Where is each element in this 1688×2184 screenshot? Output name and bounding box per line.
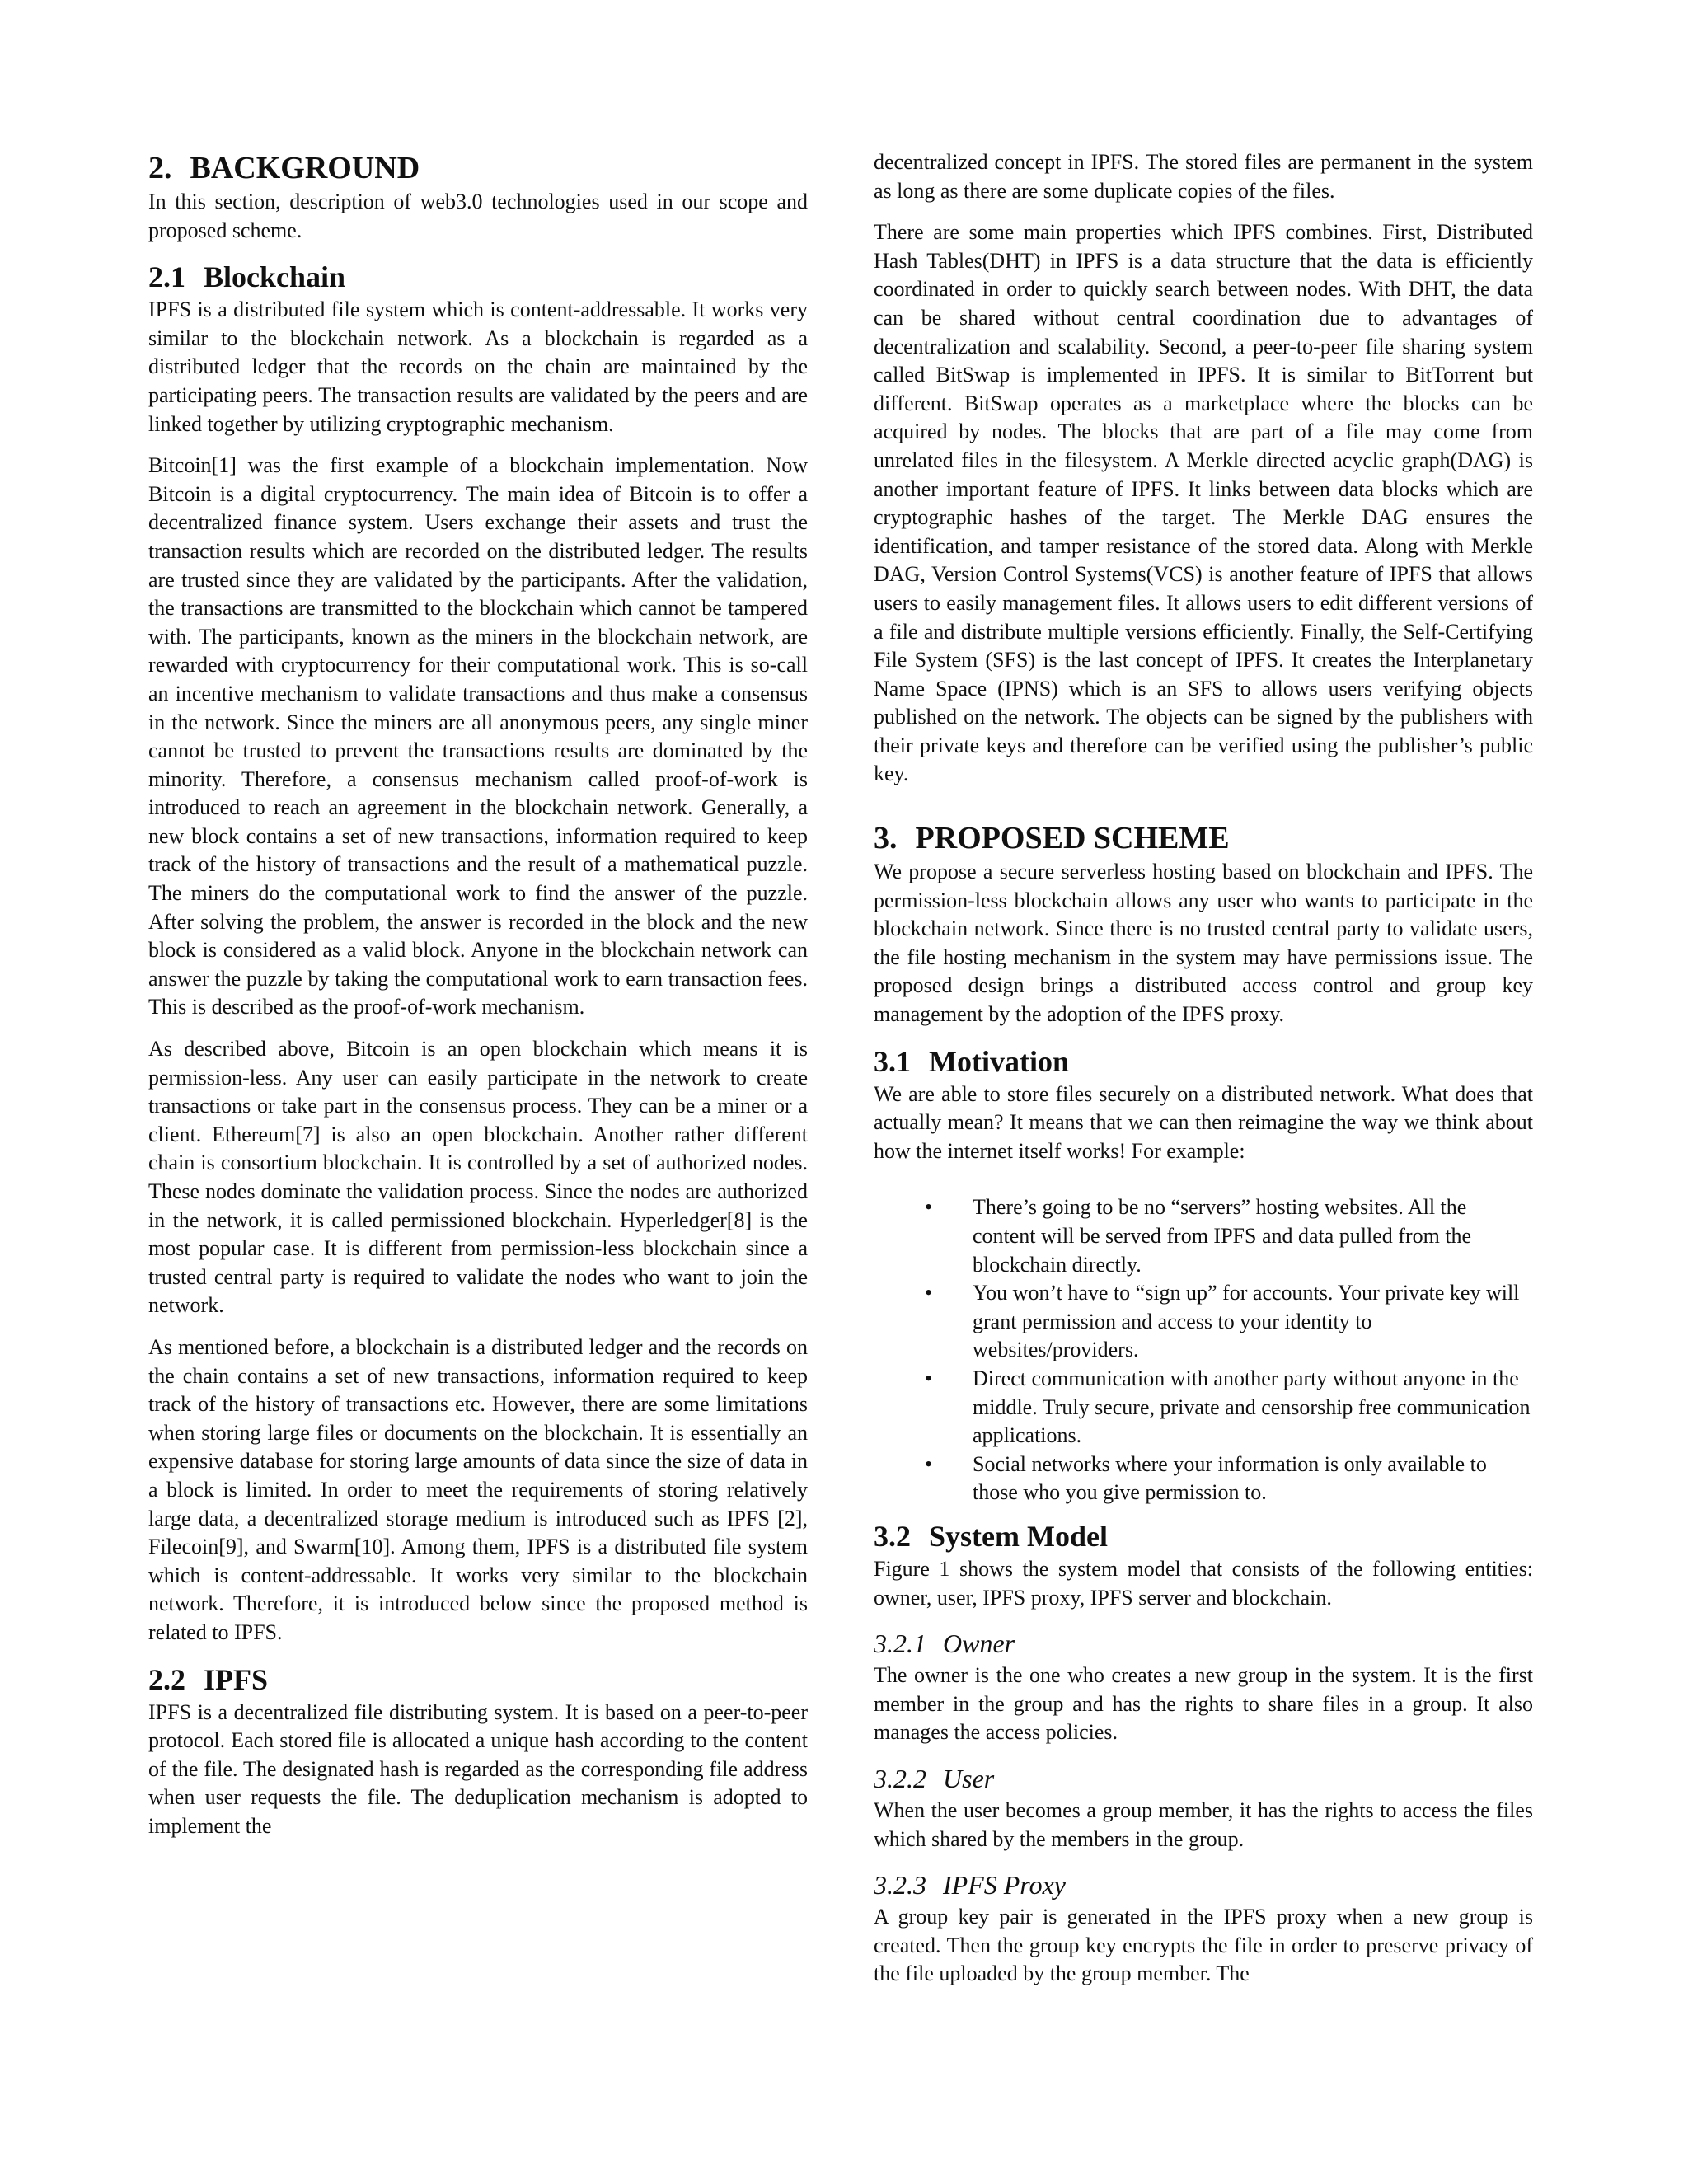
subsection-title: Motivation	[929, 1044, 1069, 1078]
section-number: 2.	[148, 151, 172, 185]
section-heading-proposed-scheme	[874, 818, 1533, 858]
subsection-number: 2.1	[148, 260, 185, 294]
list-item	[874, 1193, 1533, 1279]
list-item	[874, 1279, 1533, 1365]
subsection-title: System Model	[929, 1519, 1108, 1553]
list-item-text: There’s going to be no “servers” hosting websites. All the content will be served from IPFS and data pulled from the blockchain directly.	[973, 1195, 1472, 1277]
subsection-title: Blockchain	[204, 260, 346, 294]
list-item-text: Social networks where your information is only available to those who you give permission to.	[973, 1451, 1487, 1505]
background-intro-paragraph: In this section, description of web3.0 technologies used in our scope and proposed scheme.	[148, 190, 808, 242]
bullet-glyph: •	[925, 1451, 933, 1476]
motivation-paragraph: We are able to store files securely on a distributed network. What does that actually mean? It means that we can then reimagine the way we think about how the internet itself works! For example:	[874, 1081, 1533, 1163]
bullet-glyph: •	[925, 1195, 933, 1220]
blockchain-paragraph-1: IPFS is a distributed file system which is content-addressable. It works very similar to the blockchain network. As a blockchain is regarded as a distributed ledger that the records on the chain are maintained by the participating peers. The transaction results are validated by the peers and are linked together by utilizing cryptographic mechanism.	[148, 298, 808, 436]
bullet-glyph: •	[925, 1366, 933, 1390]
section-title: PROPOSED SCHEME	[915, 821, 1230, 856]
right-column	[874, 148, 1533, 1989]
subsubsection-heading-user	[874, 1760, 1533, 1797]
section-title: BACKGROUND	[190, 151, 420, 185]
list-item-text: You won’t have to “sign up” for accounts. Your private key will grant permission and access to your identity to websites/providers.	[973, 1281, 1520, 1362]
ipfs-paragraph-1: IPFS is a decentralized file distributing system. It is based on a peer-to-peer protocol. Each stored file is allocated a unique hash according to the content of the file. The designated hash is regarded as the corresponding file address when user requests the file. The deduplication mechanism is adopted to implement the	[148, 1699, 808, 1838]
list-item-text: Direct communication with another party without anyone in the middle. Truly secure, private and censorship free communication applications.	[973, 1366, 1531, 1448]
list-item	[874, 1365, 1533, 1451]
subsection-number: 2.2	[148, 1662, 185, 1696]
subsubsection-title: Owner	[943, 1629, 1015, 1659]
ipfs-paragraph-continued: decentralized concept in IPFS. The stored files are permanent in the system as long as there are some duplicate copies of the files.	[874, 150, 1533, 203]
subsection-number: 3.2	[874, 1519, 911, 1553]
bullet-glyph: •	[925, 1281, 933, 1305]
subsubsection-heading-ipfs-proxy	[874, 1867, 1533, 1903]
subsubsection-title: IPFS Proxy	[943, 1870, 1066, 1900]
subsection-heading-blockchain	[148, 258, 808, 296]
user-paragraph: When the user becomes a group member, it has the rights to access the files which shared by the members in the group.	[874, 1797, 1533, 1851]
subsection-title: IPFS	[204, 1662, 269, 1696]
blockchain-paragraph-3: As described above, Bitcoin is an open blockchain which means it is permission-less. Any user can easily participate in the network to create transactions or take part in the consensus process. They can be a miner or a client. Ethereum[7] is also an open blockchain. Another rather different chain is consortium blockchain. It is controlled by a set of authorized nodes. These nodes dominate the validation process. Since the nodes are authorized in the network, it is called permissioned blockchain. Hyperledger[8] is the most popular case. It is different from permission-less blockchain since a trusted central party is required to validate the nodes who want to join the network.	[148, 1037, 808, 1318]
subsubsection-heading-owner	[874, 1625, 1533, 1661]
subsection-heading-motivation	[874, 1043, 1533, 1080]
section-heading-background	[148, 148, 808, 188]
subsubsection-number: 3.2.2	[874, 1763, 926, 1793]
subsubsection-number: 3.2.1	[874, 1629, 926, 1659]
system-model-paragraph: Figure 1 shows the system model that consists of the following entities: owner, user, IPFS proxy, IPFS server and blockchain.	[874, 1556, 1533, 1610]
subsubsection-title: User	[943, 1763, 995, 1793]
blockchain-paragraph-4: As mentioned before, a blockchain is a distributed ledger and the records on the chain contains a set of new transactions, information required to keep track of the history of transactions etc. However, there are some limitations when storing large files or documents on the blockchain. It is essentially an expensive database for storing large amounts of data since the size of data in a block is limited. In order to meet the requirements of storing relatively large data, a decentralized storage medium is introduced such as IPFS [2], Filecoin[9], and Swarm[10]. Among them, IPFS is a distributed file system which is content-addressable. It works very similar to the blockchain network. Therefore, it is introduced below since the proposed method is related to IPFS.	[148, 1334, 808, 1644]
left-column	[148, 148, 808, 1840]
list-item	[874, 1451, 1533, 1507]
section-number: 3.	[874, 821, 898, 856]
ipfs-proxy-paragraph: A group key pair is generated in the IPFS proxy when a new group is created. Then the group key encrypts the file in order to preserve privacy of the file uploaded by the group member. The	[874, 1905, 1533, 1986]
proposed-scheme-paragraph: We propose a secure serverless hosting based on blockchain and IPFS. The permission-less blockchain allows any user who wants to participate in the blockchain network. Since there is no trusted central party to validate users, the file hosting mechanism in the system may have permissions issue. The proposed design brings a distributed access control and group key management by the adoption of the IPFS proxy.	[874, 860, 1533, 1027]
subsection-heading-system-model	[874, 1517, 1533, 1555]
ipfs-paragraph-2: There are some main properties which IPFS combines. First, Distributed Hash Tables(DHT) in IPFS is a data structure that the data is efficiently coordinated in order to quickly search between nodes. With DHT, the data can be shared without central coordination due to advantages of decentralization and scalability. Second, a peer-to-peer file sharing system called BitSwap is implemented in IPFS. It is similar to BitTorrent but different. BitSwap operates as a marketplace where the blocks can be acquired by nodes. The blocks that are part of a file may come from unrelated files in the filesystem. A Merkle directed acyclic graph(DAG) is another important feature of IPFS. It links between data blocks which are cryptographic hashes of the target. The Merkle DAG ensures the identification, and tamper resistance of the stored data. Along with Merkle DAG, Version Control Systems(VCS) is another feature of IPFS that allows users to easily management files. It allows users to edit different versions of a file and distribute multiple versions efficiently. Finally, the Self-Certifying File System (SFS) is the last concept of IPFS. It creates the Interplanetary Name Space (IPNS) which is an SFS to allows users verifying objects published on the network. The objects can be signed by the publishers with their private keys and therefore can be verified using the publisher’s public key.	[874, 220, 1533, 786]
blockchain-paragraph-2: Bitcoin[1] was the first example of a blockchain implementation. Now Bitcoin is a digital cryptocurrency. The main idea of Bitcoin is to offer a decentralized finance system. Users exchange their assets and trust the transaction results which are recorded on the distributed ledger. The results are trusted since they are validated by the participants. After the validation, the transactions are transmitted to the blockchain which cannot be tampered with. The participants, known as the miners in the blockchain network, are rewarded with cryptocurrency for their computational work. This is so-call an incentive mechanism to validate transactions and thus make a consensus in the network. Since the miners are all anonymous peers, any single miner cannot be trusted to prevent the transactions results are dominated by the minority. Therefore, a consensus mechanism called proof-of-work is introduced to reach an agreement in the blockchain network. Generally, a new block contains a set of new transactions, information required to keep track of the history of transactions and the result of a mathematical puzzle. The miners do the computational work to find the answer of the puzzle. After solving the problem, the answer is recorded in the block and the new block is considered as a valid block. Anyone in the blockchain network can answer the puzzle by taking the computational work to earn transaction fees. This is described as the proof-of-work mechanism.	[148, 453, 808, 1019]
subsection-heading-ipfs	[148, 1661, 808, 1699]
motivation-bullet-list	[874, 1193, 1533, 1507]
subsubsection-number: 3.2.3	[874, 1870, 926, 1900]
subsection-number: 3.1	[874, 1044, 911, 1078]
owner-paragraph: The owner is the one who creates a new group in the system. It is the first member in the group and has the rights to share files in a group. It also manages the access policies.	[874, 1663, 1533, 1745]
